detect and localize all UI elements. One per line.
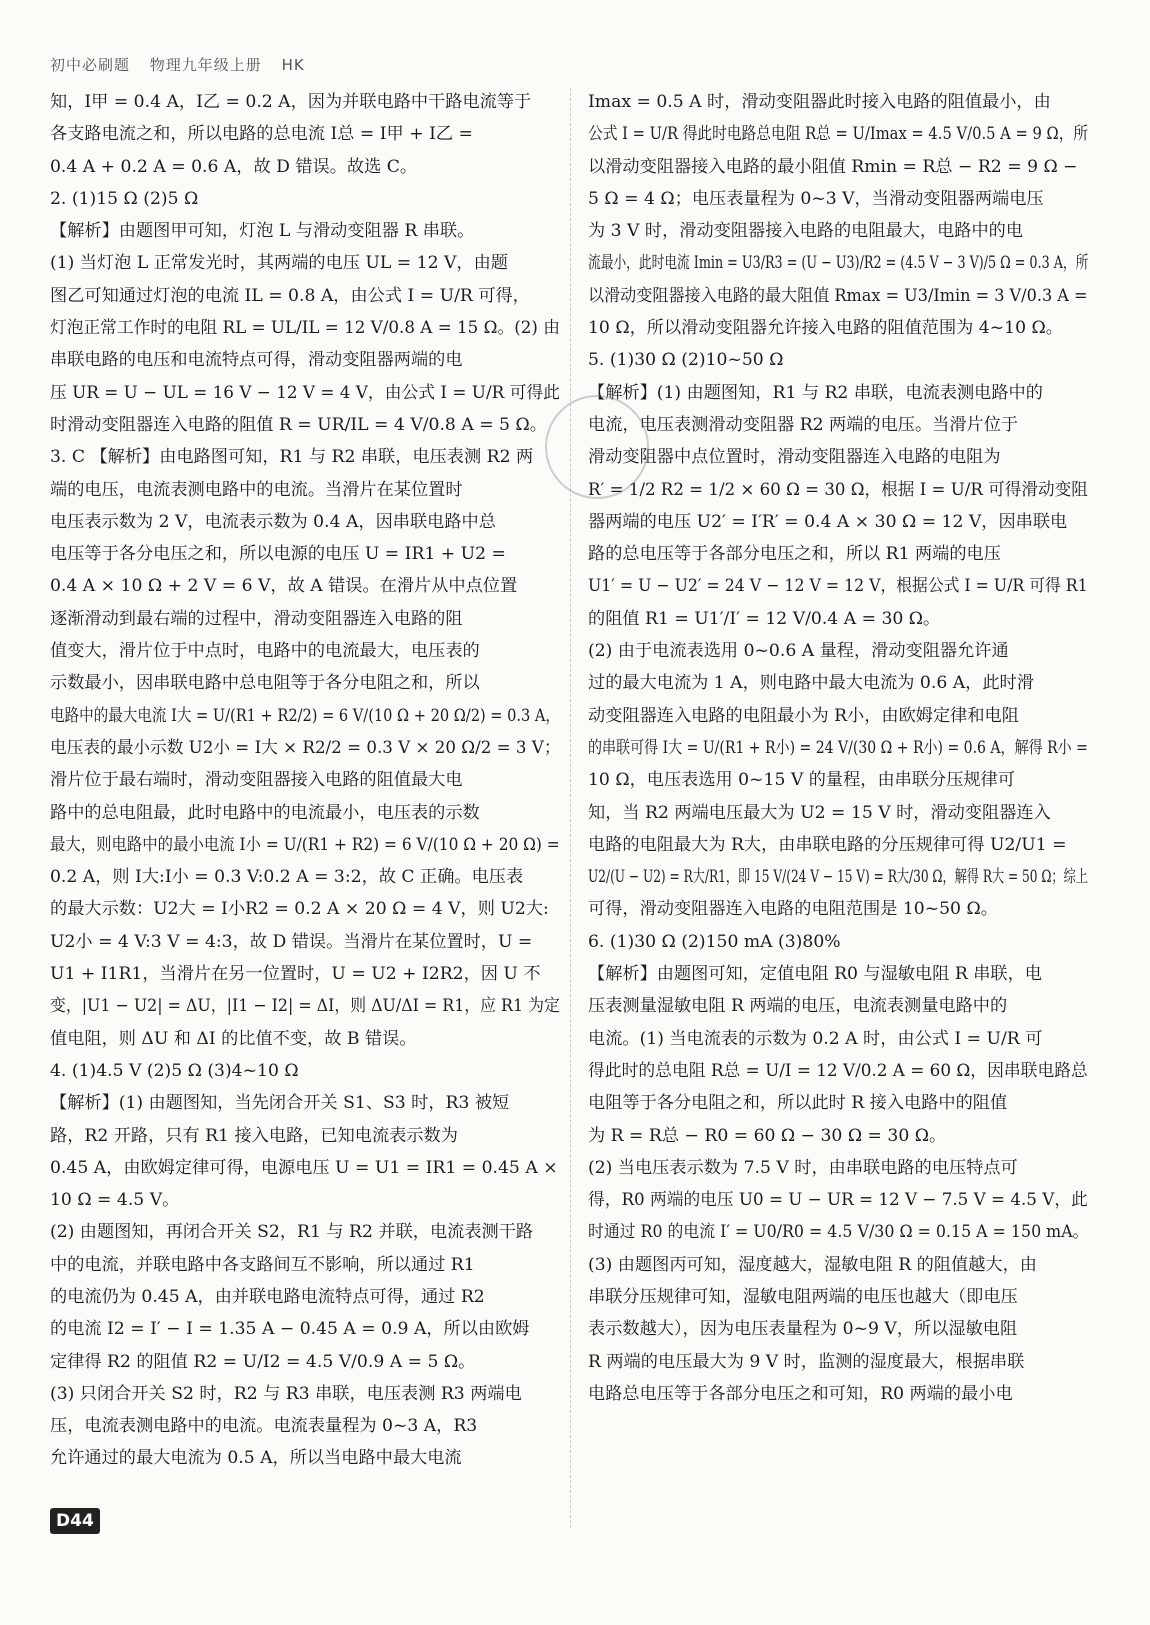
text-line: 0.45 A，由欧姆定律可得，电源电压 U = U1 = IR1 = 0.45 A × [50,1157,558,1178]
text-line: (2) 由于电流表选用 0~0.6 A 量程，滑动变阻器允许通 [588,641,1009,662]
text-line: 【解析】(1) 由题图知，R1 与 R2 串联，电流表测电路中的 [588,382,1043,403]
text-line: 得，R0 两端的电压 U0 = U − UR = 12 V − 7.5 V = 4.5 V，此 [588,1190,1088,1211]
text-line: U1 + I1R1，当滑片在另一位置时，U = U2 + I2R2，因 U 不 [50,964,541,985]
text-line: 0.4 A × 10 Ω + 2 V = 6 V，故 A 错误。在滑片从中点位置 [50,576,518,597]
text-line: 为 3 V 时，滑动变阻器接入电路的电阻最大，电路中的电 [588,221,1024,242]
text-line: 6. (1)30 Ω (2)150 mA (3)80% [588,931,841,952]
text-line: 定律得 R2 的阻值 R2 = U/I2 = 4.5 V/0.9 A = 5 Ω。 [50,1351,476,1372]
text-line: 变，|U1 − U2| = ΔU，|I1 − I2| = ΔI，则 ΔU/ΔI = R1，应 R1 为定 [50,996,560,1017]
text-line: 可得，滑动变阻器连入电路的电阻范围是 10~50 Ω。 [588,899,998,920]
text-line: 3. C 【解析】由电路图可知，R1 与 R2 串联，电压表测 R2 两 [50,447,534,468]
text-line: 的电流仍为 0.45 A，由并联电路电流特点可得，通过 R2 [50,1286,485,1307]
text-line: 以滑动变阻器接入电路的最大阻值 Rmax = U3/Imin = 3 V/0.3 A = [588,285,1088,306]
text-line: 各支路电流之和，所以电路的总电流 I总 = I甲 + I乙 = [50,124,473,145]
text-line: 的阻值 R1 = U1′/I′ = 12 V/0.4 A = 30 Ω。 [588,608,941,629]
page-number: D44 [50,1508,100,1534]
text-line: 电流。(1) 当电流表的示数为 0.2 A 时，由公式 I = U/R 可 [588,1028,1043,1049]
text-line: 过的最大电流为 1 A，则电路中最大电流为 0.6 A，此时滑 [588,673,1034,694]
text-line: 滑动变阻器中点位置时，滑动变阻器连入电路的电阻为 [588,447,1001,468]
text-line: 的最大示数：U2大 = I小R2 = 0.2 A × 20 Ω = 4 V，则 U2大: [50,899,549,920]
text-line: 值电阻，则 ΔU 和 ΔI 的比值不变，故 B 错误。 [50,1028,417,1049]
text-line: 5 Ω = 4 Ω；电压表量程为 0~3 V，当滑动变阻器两端电压 [588,188,1044,209]
text-line: 【解析】(1) 由题图知，当先闭合开关 S1、S3 时，R3 被短 [50,1093,510,1114]
text-line: 最大，则电路中的最小电流 I小 = U/(R1 + R2) = 6 V/(10 Ω + 20 Ω) = [50,834,560,855]
text-line: 0.2 A，则 I大:I小 = 0.3 V:0.2 A = 3:2，故 C 正确。电压表 [50,867,524,888]
page-header [50,54,319,75]
text-line: 时通过 R0 的电流 I′ = U0/R0 = 4.5 V/30 Ω = 0.15 A = 150 mA。 [588,1222,1089,1243]
text-line: 中的电流，并联电路中各支路间互不影响，所以通过 R1 [50,1254,475,1275]
text-line: U2/(U − U2) = R大/R1，即 15 V/(24 V − 15 V) = R大/30 Ω，解得 R大 = 50 Ω；综上 [588,867,1088,888]
text-line: 电流，电压表测滑动变阻器 R2 两端的电压。当滑片位于 [588,414,1019,435]
book-subject: 物理九年级上册 [149,56,262,74]
text-line: 10 Ω，所以滑动变阻器允许接入电路的阻值范围为 4~10 Ω。 [588,318,1063,339]
text-line: 端的电压，电流表测电路中的电流。当滑片在某位置时 [50,479,463,500]
text-line: 值变大，滑片位于中点时，电路中的电流最大，电压表的 [50,641,480,662]
text-line: 10 Ω，电压表选用 0~15 V 的量程，由串联分压规律可 [588,770,1015,791]
text-line: 允许通过的最大电流为 0.5 A，所以当电路中最大电流 [50,1448,462,1469]
text-line: 动变阻器连入电路的电阻最小为 R小，由欧姆定律和电阻 [588,705,1019,726]
text-line: 【解析】由题图可知，定值电阻 R0 与湿敏电阻 R 串联，电 [588,964,1042,985]
text-line: 公式 I = U/R 得此时电路总电阻 R总 = U/Imax = 4.5 V/0.5 A = 9 Ω，所 [588,124,1089,145]
text-line: 示数最小，因串联电路中总电阻等于各分电阻之和，所以 [50,673,480,694]
text-line: (2) 当电压表示数为 7.5 V 时，由串联电路的电压特点可 [588,1157,1018,1178]
text-line: (2) 由题图知，再闭合开关 S2，R1 与 R2 并联，电流表测干路 [50,1222,534,1243]
text-line: 的串联可得 I大 = U/(R1 + R小) = 24 V/(30 Ω + R小) = 0.6 A，解得 R小 = [588,737,1088,758]
book-edition: HK [281,56,305,74]
text-line: R 两端的电压最大为 9 V 时，监测的湿度最大，根据串联 [588,1351,1025,1372]
text-line: (3) 由题图丙可知，湿度越大，湿敏电阻 R 的阻值越大，由 [588,1254,1037,1275]
book-series: 初中必刷题 [50,56,131,74]
text-line: 电压表的最小示数 U2小 = I大 × R2/2 = 0.3 V × 20 Ω/2 = 3 V； [50,737,561,758]
text-line: 器两端的电压 U2′ = I′R′ = 0.4 A × 30 Ω = 12 V，因串联电 [588,511,1068,532]
text-line: 为 R = R总 − R0 = 60 Ω − 30 Ω = 30 Ω。 [588,1125,947,1146]
text-line: 知，I甲 = 0.4 A，I乙 = 0.2 A，因为并联电路中干路电流等于 [50,92,532,112]
text-line: 时滑动变阻器连入电路的阻值 R = UR/IL = 4 V/0.8 A = 5 Ω。 [50,414,547,435]
text-line: 电路的电阻最大为 R大，由串联电路的分压规律可得 U2/U1 = [588,834,1067,855]
column-divider [570,88,571,1528]
text-line: 串联电路的电压和电流特点可得，滑动变阻器两端的电 [50,350,463,371]
text-line: 路，R2 开路，只有 R1 接入电路，已知电流表示数为 [50,1125,458,1146]
text-line: 0.4 A + 0.2 A = 0.6 A，故 D 错误。故选 C。 [50,156,418,177]
text-line: 灯泡正常工作时的电阻 RL = UL/IL = 12 V/0.8 A = 15 Ω。(2) 由 [50,318,560,339]
text-line: 流最小，此时电流 Imin = U3/R3 = (U − U3)/R2 = (4.5 V − 3 V)/5 Ω = 0.3 A，所 [588,253,1089,274]
text-line: 电压等于各分电压之和，所以电源的电压 U = IR1 + U2 = [50,544,506,565]
text-line: (3) 只闭合开关 S2 时，R2 与 R3 串联，电压表测 R3 两端电 [50,1383,522,1404]
text-line: 路中的总电阻最，此时电路中的电流最小，电压表的示数 [50,802,480,823]
text-line: 路的总电压等于各部分电压之和，所以 R1 两端的电压 [588,544,1001,565]
text-line: U2小 = 4 V:3 V = 4:3，故 D 错误。当滑片在某位置时，U = [50,931,533,952]
text-line: 逐渐滑动到最右端的过程中，滑动变阻器连入电路的阻 [50,608,463,629]
text-line: 压表测量湿敏电阻 R 两端的电压，电流表测量电路中的 [588,996,1008,1017]
text-line: (1) 当灯泡 L 正常发光时，其两端的电压 UL = 12 V，由题 [50,253,508,274]
text-line: U1′ = U − U2′ = 24 V − 12 V = 12 V，根据公式 I = U/R 可得 R1 [588,576,1088,597]
text-line: 2. (1)15 Ω (2)5 Ω [50,188,199,209]
text-line: 的电流 I2 = I′ − I = 1.35 A − 0.45 A = 0.9 A，所以由欧姆 [50,1319,530,1340]
left-column [50,86,560,1475]
text-line: Imax = 0.5 A 时，滑动变阻器此时接入电路的阻值最小，由 [588,92,1051,112]
text-line: 压 UR = U − UL = 16 V − 12 V = 4 V，由公式 I = U/R 可得此 [50,382,560,403]
text-line: 以滑动变阻器接入电路的最小阻值 Rmin = R总 − R2 = 9 Ω − [588,156,1078,177]
text-line: 【解析】由题图甲可知，灯泡 L 与滑动变阻器 R 串联。 [50,221,475,242]
text-line: 电路总电压等于各部分电压之和可知，R0 两端的最小电 [588,1383,1013,1404]
text-line: 串联分压规律可知，湿敏电阻两端的电压也越大（即电压 [588,1286,1018,1307]
text-line: 电阻等于各分电阻之和，所以此时 R 接入电路中的阻值 [588,1093,1008,1114]
text-line: 10 Ω = 4.5 V。 [50,1190,180,1211]
text-line: R′ = 1/2 R2 = 1/2 × 60 Ω = 30 Ω，根据 I = U/R 可得滑动变阻 [588,479,1088,500]
text-line: 电压表示数为 2 V，电流表示数为 0.4 A，因串联电路中总 [50,511,496,532]
text-line: 图乙可知通过灯泡的电流 IL = 0.8 A，由公式 I = U/R 可得， [50,285,530,306]
right-column [588,86,1088,1410]
text-line: 5. (1)30 Ω (2)10~50 Ω [588,350,784,371]
text-line: 4. (1)4.5 V (2)5 Ω (3)4~10 Ω [50,1060,299,1081]
text-line: 滑片位于最右端时，滑动变阻器接入电路的阻值最大电 [50,770,463,791]
text-line: 压，电流表测电路中的电流。电流表量程为 0~3 A，R3 [50,1416,478,1437]
text-line: 知，当 R2 两端电压最大为 U2 = 15 V 时，滑动变阻器连入 [588,802,1051,823]
text-line: 表示数越大），因为电压表量程为 0~9 V，所以湿敏电阻 [588,1319,1018,1340]
text-line: 得此时的总电阻 R总 = U/I = 12 V/0.2 A = 60 Ω，因串联电路总 [588,1060,1088,1081]
text-line: 电路中的最大电流 I大 = U/(R1 + R2/2) = 6 V/(10 Ω + 20 Ω/2) = 0.3 A， [50,705,560,726]
